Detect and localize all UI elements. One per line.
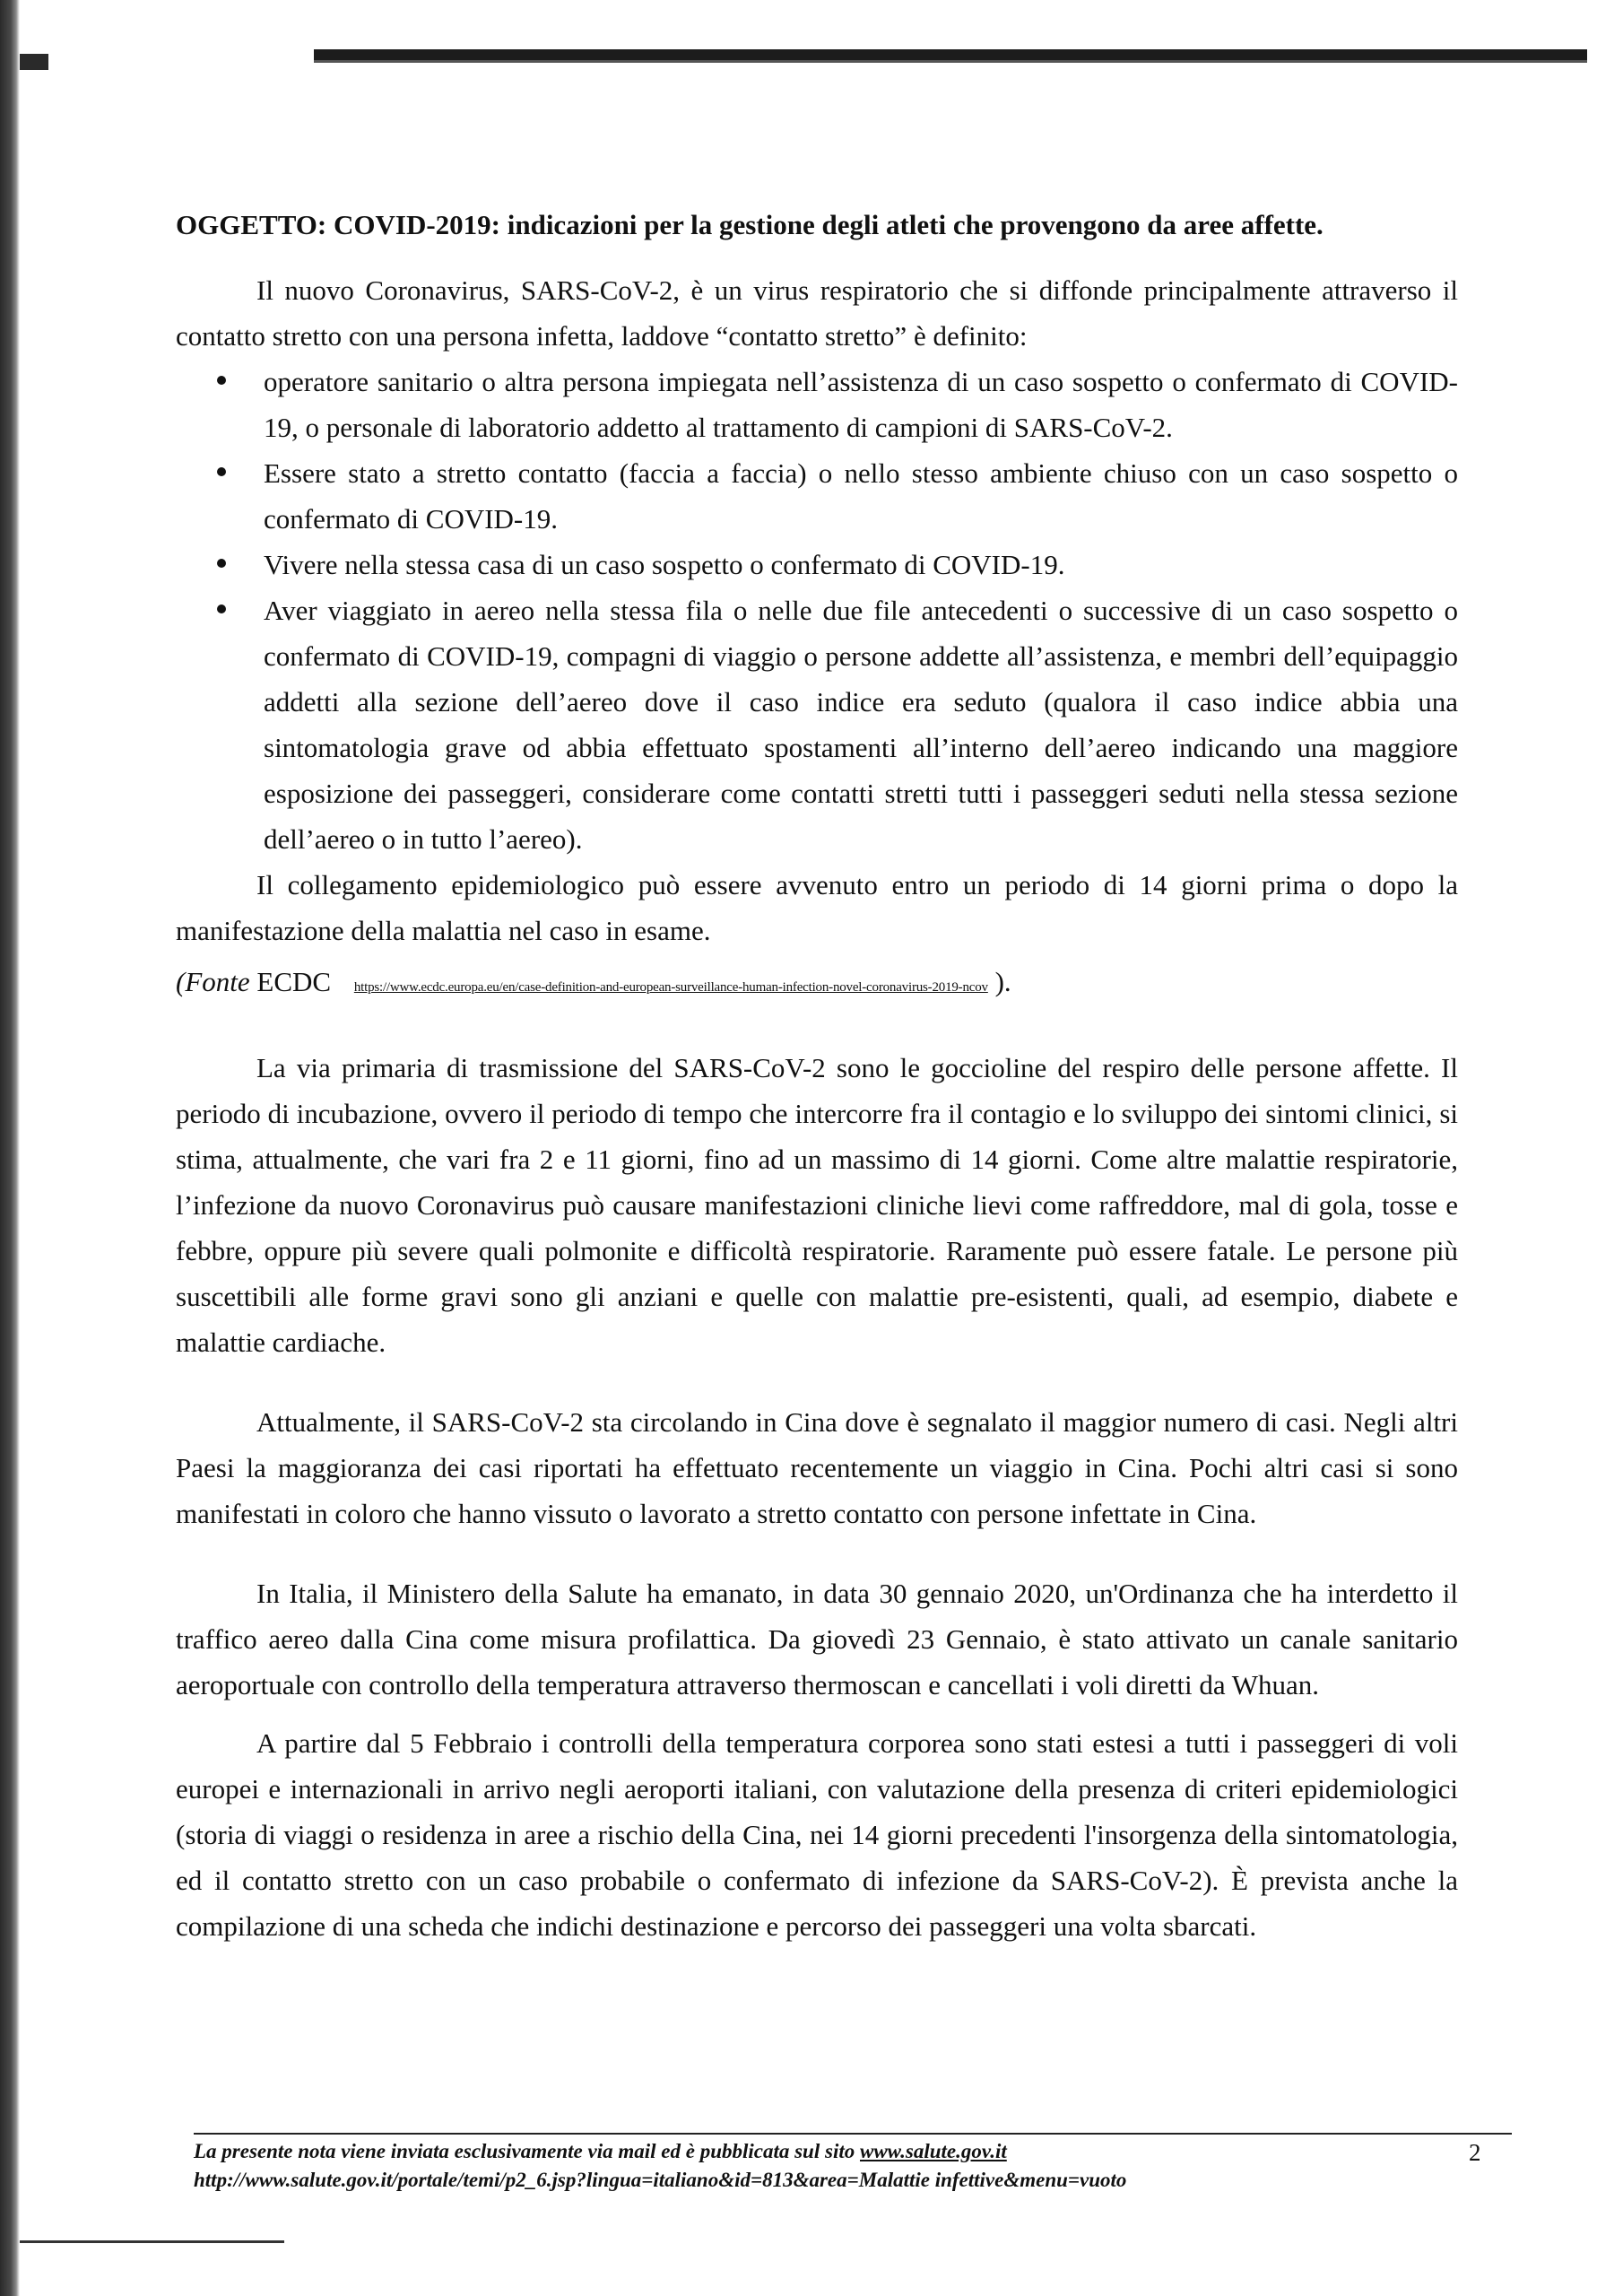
epidemiological-link-paragraph: Il collegamento epidemiologico può essere avvenuto entro un periodo di 14 giorni prima o dopo la manifestazione della malattia nel caso in esame. (176, 869, 1458, 946)
footer-note-line (194, 2137, 1494, 2166)
source-prefix: (Fonte (176, 966, 250, 997)
bullet-icon (217, 604, 226, 613)
source-name: ECDC (256, 966, 332, 997)
footer-url[interactable]: http://www.salute.gov.it/portale/temi/p2_6.jsp?lingua=italiano&id=813&area=Malattie infettive&menu=vuoto (194, 2169, 1127, 2191)
list-item (264, 359, 1458, 450)
scan-bottom-edge (20, 2240, 284, 2243)
scan-left-edge (0, 0, 20, 2296)
list-item-text: Essere stato a stretto contatto (faccia a faccia) o nello stesso ambiente chiuso con un caso sospetto o confermato di COVID-19. (264, 457, 1458, 535)
close-contact-list (176, 359, 1458, 862)
document-subject: OGGETTO: COVID-2019: indicazioni per la gestione degli atleti che provengono da aree affette. (176, 209, 1324, 240)
bullet-icon (217, 467, 226, 476)
list-item-text: Vivere nella stessa casa di un caso sospetto o confermato di COVID-19. (264, 549, 1065, 580)
footer-site-link[interactable]: www.salute.gov.it (859, 2140, 1007, 2162)
transmission-paragraph: La via primaria di trasmissione del SARS-CoV-2 sono le goccioline del respiro delle persone affette. Il periodo di incubazione, ovvero il periodo di tempo che intercorre fra il contagio e lo sviluppo dei sintomi clinici, si stima, attualmente, che vari fra 2 e 11 giorni, fino ad un massimo di 14 giorni. Come altre malattie respiratorie, l’infezione da nuovo Coronavirus può causare manifestazioni cliniche lievi come raffreddore, mal di gola, tosse e febbre, oppure più severe quali polmonite e difficoltà respiratorie. Raramente può essere fatale. Le persone più suscettibili alle forme gravi sono gli anziani e quelle con malattie pre-esistenti, quali, ad esempio, diabete e malattie cardiache. (176, 1052, 1458, 1358)
bullet-icon (217, 559, 226, 568)
bullet-icon (217, 376, 226, 385)
scan-corner-mark (20, 54, 48, 70)
intro-paragraph: Il nuovo Coronavirus, SARS-CoV-2, è un virus respiratorio che si diffonde principalmente attraverso il contatto stretto con una persona infetta, laddove “contatto stretto” è definito: (176, 274, 1458, 352)
list-item (264, 542, 1458, 587)
list-item (264, 587, 1458, 862)
page-number: 2 (1469, 2139, 1481, 2166)
list-item-text: operatore sanitario o altra persona impiegata nell’assistenza di un caso sospetto o confermato di COVID-19, o personale di laboratorio addetto al trattamento di campioni di SARS-CoV-2. (264, 366, 1458, 443)
february-paragraph: A partire dal 5 Febbraio i controlli della temperatura corporea sono stati estesi a tutti i passeggeri di voli europei e internazionali in arrivo negli aeroporti italiani, con valutazione della presenza di criteri epidemiologici (storia di viaggi o residenza in aree a rischio della Cina, nei 14 giorni precedenti l'insorgenza della sintomatologia, ed il contatto stretto con un caso probabile o confermato di infezione da SARS-CoV-2). È prevista anche la compilazione di una scheda che indichi destinazione e percorso dei passeggeri una volta sbarcati. (176, 1727, 1458, 1942)
italy-paragraph: In Italia, il Ministero della Salute ha emanato, in data 30 gennaio 2020, un'Ordinanza che ha interdetto il traffico aereo dalla Cina come misura profilattica. Da giovedì 23 Gennaio, è stato attivato un canale sanitario aeroportuale con controllo della temperatura attraverso thermoscan e cancellati i voli diretti da Whuan. (176, 1578, 1458, 1700)
source-link[interactable]: https://www.ecdc.europa.eu/en/case-definition-and-european-surveillance-human-infection-novel-coronavirus-2019-ncov (353, 980, 988, 995)
source-suffix: ). (994, 966, 1011, 997)
scan-top-edge (314, 49, 1587, 60)
page-footer (194, 2137, 1494, 2195)
footer-divider (194, 2133, 1512, 2135)
source-citation (176, 959, 1458, 1011)
footer-note: La presente nota viene inviata esclusivamente via mail ed è pubblicata sul sito (194, 2140, 855, 2162)
document-body (176, 202, 1458, 1949)
scan-top-shadow (314, 60, 1587, 63)
list-item-text: Aver viaggiato in aereo nella stessa fila o nelle due file antecedenti o successive di un caso sospetto o confermato di COVID-19, compagni di viaggio o persone addette all’assistenza, e membri dell’equipaggio addetti alla sezione dell’aereo dove il caso indice era seduto (qualora il caso indice abbia una sintomatologia grave od abbia effettuato spostamenti all’interno dell’aereo indicando una maggiore esposizione dei passeggeri, considerare come contatti stretti tutti i passeggeri seduti nella stessa sezione dell’aereo o in tutto l’aereo). (264, 595, 1458, 855)
china-paragraph: Attualmente, il SARS-CoV-2 sta circolando in Cina dove è segnalato il maggior numero di casi. Negli altri Paesi la maggioranza dei casi riportati ha effettuato recentemente un viaggio in Cina. Pochi altri casi si sono manifestati in coloro che hanno vissuto o lavorato a stretto contatto con persone infettate in Cina. (176, 1406, 1458, 1529)
list-item (264, 450, 1458, 542)
